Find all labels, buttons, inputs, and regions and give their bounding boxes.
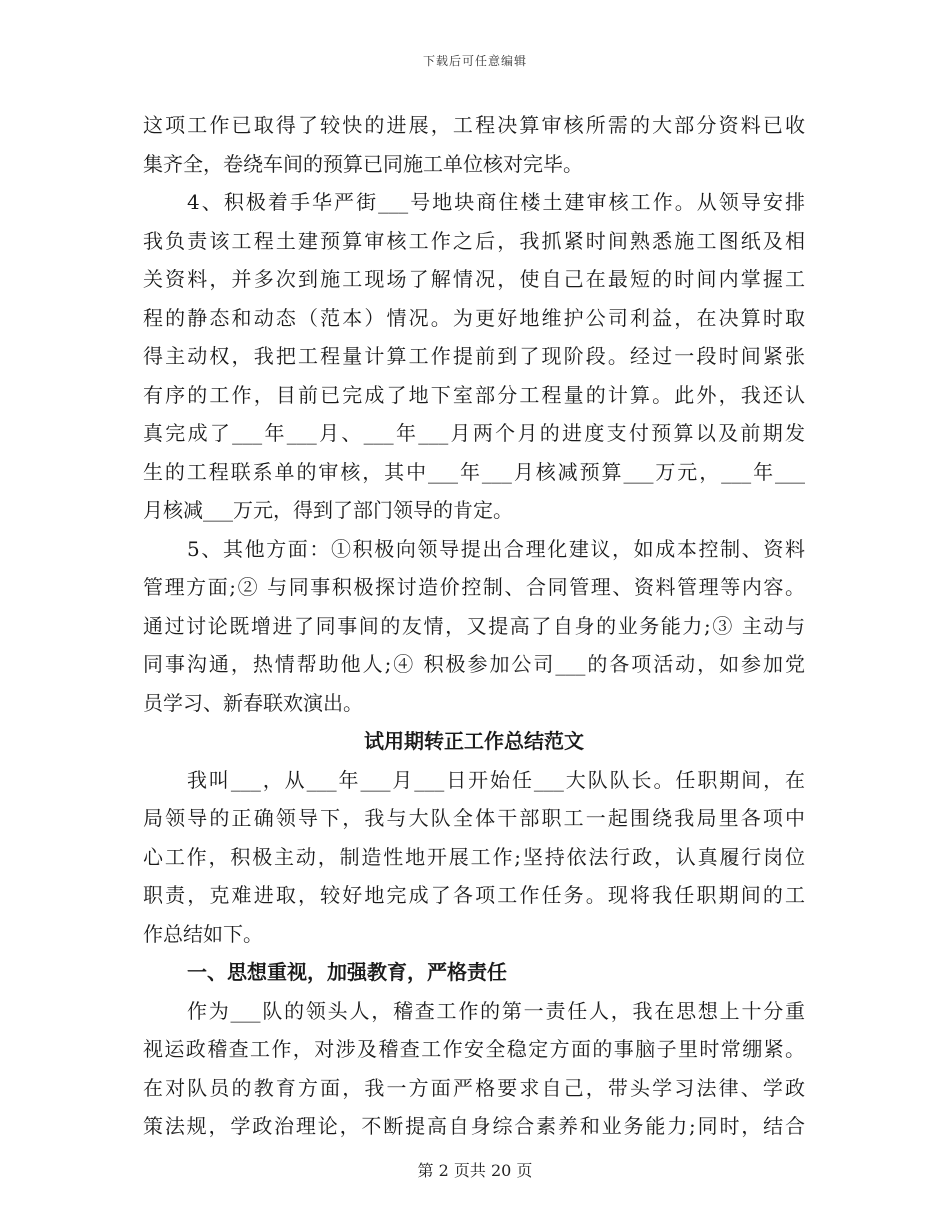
text-line: 职责，克难进取，较好地完成了各项工作任务。现将我任职期间的工 (143, 883, 805, 907)
text-line: 心工作，积极主动，制造性地开展工作;坚持依法行政，认真履行岗位 (143, 844, 805, 869)
text-line: 员学习、新春联欢演出。 (143, 690, 363, 715)
text-line: 管理方面;② 与同事积极探讨造价控制、合同管理、资料管理等内容。 (143, 575, 805, 599)
text-line: 我叫___，从___年___月___日开始任___大队队长。任职期间，在 (187, 767, 805, 792)
text-line: 4、积极着手华严街___号地块商住楼土建审核工作。从领导安排 (187, 190, 805, 214)
document-body (143, 106, 805, 1146)
text-line: 视运政稽查工作，对涉及稽查工作安全稳定方面的事脑子里时常绷紧。 (143, 1037, 805, 1061)
text-line: 5、其他方面：①积极向领导提出合理化建议，如成本控制、资料 (187, 536, 805, 561)
text-line: 生的工程联系单的审核，其中___年___月核减预算___万元，___年___ (143, 459, 805, 484)
text-line: 作总结如下。 (143, 921, 263, 946)
section-title: 试用期转正工作总结范文 (364, 729, 584, 753)
text-line: 在对队员的教育方面，我一方面严格要求自己，带头学习法律、学政 (143, 1075, 805, 1100)
text-line: 策法规，学政治理论，不断提高自身综合素养和业务能力;同时，结合 (143, 1114, 805, 1138)
text-line: 我负责该工程土建预算审核工作之后，我抓紧时间熟悉施工图纸及相 (143, 228, 805, 253)
text-line: 得主动权，我把工程量计算工作提前到了现阶段。经过一段时间紧张 (143, 344, 805, 368)
text-line: 集齐全，卷绕车间的预算已同施工单位核对完毕。 (143, 151, 583, 176)
text-line: 程的静态和动态（范本）情况。为更好地维护公司利益，在决算时取 (143, 305, 805, 330)
text-line: 月核减___万元，得到了部门领导的肯定。 (143, 498, 513, 522)
text-line: 通过讨论既增进了同事间的友情，又提高了自身的业务能力;③ 主动与 (143, 613, 805, 638)
text-line: 有序的工作，目前已完成了地下室部分工程量的计算。此外，我还认 (143, 382, 805, 407)
subsection-heading: 一、思想重视，加强教育，严格责任 (187, 960, 507, 984)
text-line: 关资料，并多次到施工现场了解情况，使自己在最短的时间内掌握工 (143, 267, 805, 291)
text-line: 作为___队的领头人，稽查工作的第一责任人，我在思想上十分重 (187, 998, 805, 1023)
text-line: 这项工作已取得了较快的进展，工程决算审核所需的大部分资料已收 (143, 113, 805, 137)
page-footer: 第 2 页共 20 页 (417, 1161, 533, 1180)
page-header-note: 下载后可任意编辑 (422, 54, 527, 68)
text-line: 局领导的正确领导下，我与大队全体干部职工一起围绕我局里各项中 (143, 806, 805, 830)
text-line: 真完成了___年___月、___年___月两个月的进度支付预算以及前期发 (143, 421, 805, 445)
text-line: 同事沟通，热情帮助他人;④ 积极参加公司___的各项活动，如参加党 (143, 652, 805, 676)
